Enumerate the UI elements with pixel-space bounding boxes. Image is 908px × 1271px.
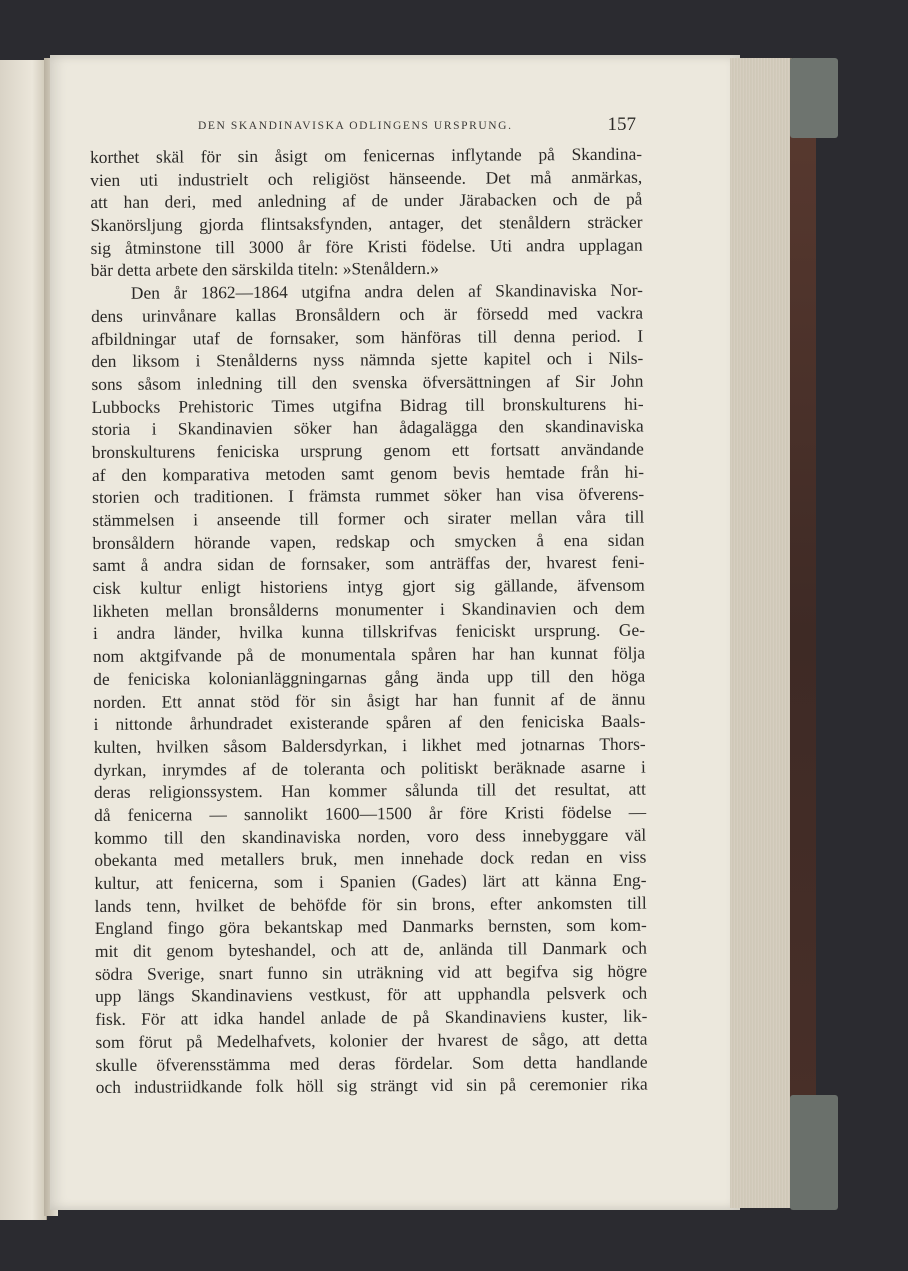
page-stack-edge (730, 58, 792, 1208)
text-line: i andra länder, hvilka kunna tillskrifvas feniciskt ursprung. Ge- (92, 620, 646, 644)
text-line: Den år 1862—1864 utgifna andra delen af Skandinaviska Nor- (130, 279, 643, 303)
text-line: upp längs Skandinaviens vestkust, för att upphandla pelsverk och (95, 983, 648, 1007)
text-line: storia i Skandinavien söker han ådagalägga den skandinaviska (91, 415, 644, 440)
text-line: obekanta med metallers bruk, men innehade dock redan en viss (94, 846, 647, 871)
text-line: norden. Ett annat stöd för sin åsigt har han funnit af de ännu (93, 688, 646, 712)
text-line: af den komparativa metoden samt genom bevis hemtade från hi- (91, 461, 645, 485)
text-line: dyrkan, inrymdes af de toleranta och politiskt beräknade asarne i (93, 756, 646, 780)
text-line: skulle öfverensstämma med deras fördelar. Som detta handlande (95, 1051, 648, 1075)
cover-corner-top (790, 58, 838, 138)
text-line: då fenicerna — sannolikt 1600—1500 år före Kristi födelse — (94, 801, 647, 825)
page-header (100, 110, 660, 140)
text-line: kommo till den skandinaviska norden, voro dess innebyggare väl (94, 824, 647, 848)
text-line: deras religionssystem. Han kommer sålunda till det resultat, att (93, 778, 646, 803)
text-line: sons såsom inledning till den svenska öfversättningen af Sir John (91, 370, 644, 394)
cover-board-edge (790, 70, 816, 1200)
text-line: och industriidkande folk höll sig strängt vid sin på ceremonier rika (95, 1073, 648, 1098)
text-line: mit dit genom byteshandel, och att de, anlända till Danmark och (94, 937, 647, 962)
text-line: fisk. För att idka handel anlade de på Skandinaviens kuster, lik- (95, 1005, 648, 1030)
text-line: som förut på Medelhafvets, kolonier der hvarest de sågo, att detta (95, 1028, 648, 1052)
text-line: cisk kultur enligt historiens intyg gjort sig gällande, äfvensom (92, 574, 645, 599)
text-line: de feniciska kolonianläggningarnas gång ända upp till den höga (93, 665, 646, 689)
text-line: bronskulturens feniciska ursprung genom ett fortsatt användande (91, 438, 644, 462)
text-line: bronsåldern hörande vapen, redskap och smycken å ena sidan (92, 529, 645, 553)
text-line: afbildningar utaf de fornsaker, som hänföras till denna period. I (91, 325, 644, 349)
text-line: Skanörsljung gjorda flintsaksfynden, antager, det stenåldern sträcker (90, 211, 643, 236)
text-line: samt å andra sidan de fornsaker, som anträffas der, hvarest feni- (92, 551, 645, 576)
page-number: 157 (607, 114, 636, 135)
body-text (90, 143, 648, 1099)
text-line: Lubbocks Prehistoric Times utgifna Bidrag till bronskulturens hi- (91, 393, 644, 417)
text-line: i nittonde århundradet existerande spåren af den feniciska Baals- (93, 710, 646, 735)
text-line: kulten, hvilken såsom Baldersdyrkan, i likhet med jotnarnas Thors- (93, 733, 646, 757)
text-line: nom aktgifvande på de monumentala spåren har han kunnat följa (93, 642, 646, 667)
text-line: sig åtminstone till 3000 år före Kristi födelse. Uti andra upplagan (90, 234, 643, 258)
text-line: likheten mellan bronsålderns monumenter i Skandinavien och dem (92, 597, 645, 621)
text-line: stämmelsen i anseende till former och sirater mellan våra till (92, 506, 645, 530)
text-line: lands tenn, hvilket de behöfde för sin brons, efter ankomsten till (94, 892, 647, 916)
text-line: storien och traditionen. I främsta rummet söker han visa öfverens- (92, 483, 645, 508)
running-head: DEN SKANDINAVISKA ODLINGENS URSPRUNG. (198, 120, 513, 132)
text-line: England fingo göra bekantskap med Danmarks bernsten, som kom- (94, 914, 647, 939)
cover-corner-bottom (790, 1095, 838, 1210)
text-line: södra Sverige, snart funno sin uträkning vid att begifva sig högre (94, 960, 648, 984)
left-page-edge (0, 60, 47, 1220)
text-line: kultur, att fenicerna, som i Spanien (Gades) lärt att känna Eng- (94, 869, 647, 893)
text-line: den liksom i Stenålderns nyss nämnda sjette kapitel och i Nils- (91, 347, 644, 372)
text-line: dens urinvånare kallas Bronsåldern och är försedd med vackra (90, 302, 644, 326)
text-line: vien uti industrielt och religiöst hänseende. Det må anmärkas, (90, 166, 643, 190)
text-line: bär detta arbete den särskilda titeln: »Stenåldern.» (90, 258, 439, 281)
text-line: korthet skäl för sin åsigt om fenicernas inflytande på Skandina- (90, 143, 643, 167)
text-line: att han deri, med anledning af de under Järabacken och de på (90, 189, 643, 213)
